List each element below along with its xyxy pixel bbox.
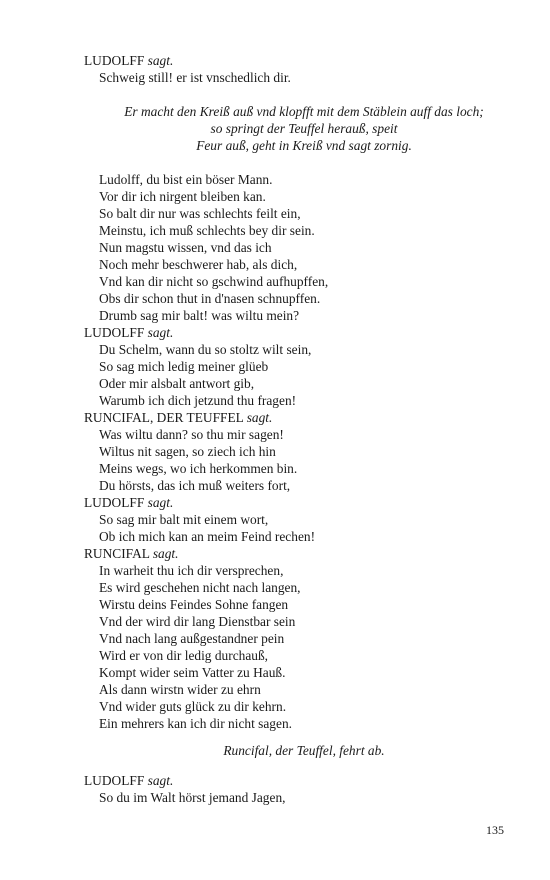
verse-line: Was wiltu dann? so thu mir sagen! [99,427,284,442]
verse-line: Warumb ich dich jetzund thu fragen! [99,393,297,408]
speaker-verb: sagt. [152,546,179,561]
verse-line: Obs dir schon thut in d'nasen schnupffen. [99,291,321,306]
verse-line: Wirstu deins Feindes Sohne fangen [99,597,289,612]
verse-line: So balt dir nur was schlechts feilt ein, [99,206,301,221]
speaker-name: LUDOLFF [84,495,145,510]
verse-line: In warheit thu ich dir versprechen, [99,563,284,578]
speaker-heading [84,409,272,426]
speaker-heading [84,772,173,789]
verse-line: So sag mich ledig meiner glüeb [99,359,269,374]
page-number: 135 [486,823,504,837]
stage-direction: so springt der Teuffel herauß, speit [210,121,398,136]
verse-line: Meins wegs, wo ich herkommen bin. [99,461,298,476]
verse-line: Drumb sag mir balt! was wiltu mein? [99,308,300,323]
verse-line: Ob ich mich kan an meim Feind rechen! [99,529,316,544]
verse-line: Vnd nach lang außgestandner pein [99,631,285,646]
verse-line: So du im Walt hörst jemand Jagen, [99,790,286,805]
verse-line: Vnd wider guts glück zu dir kehrn. [99,699,287,714]
verse-line: Als dann wirstn wider zu ehrn [99,682,261,697]
verse-line: Vnd der wird dir lang Dienstbar sein [99,614,296,629]
verse-line: Ludolff, du bist ein böser Mann. [99,172,273,187]
speaker-name: RUNCIFAL, DER TEUFFEL [84,410,244,425]
speaker-verb: sagt. [246,410,273,425]
verse-line: Kompt wider seim Vatter zu Hauß. [99,665,286,680]
verse-line: Ein mehrers kan ich dir nicht sagen. [99,716,292,731]
speaker-heading [84,545,179,562]
stage-direction: Feur auß, geht in Kreiß vnd sagt zornig. [196,138,412,153]
speaker-verb: sagt. [147,773,174,788]
stage-direction: Runcifal, der Teuffel, fehrt ab. [223,743,385,758]
verse-line: So sag mir balt mit einem wort, [99,512,269,527]
speaker-name: LUDOLFF [84,325,145,340]
stage-direction: Er macht den Kreiß auß vnd klopfft mit dem Stäblein auff das loch; [124,104,484,119]
verse-line: Vnd kan dir nicht so gschwind aufhupffen, [99,274,329,289]
verse-line: Nun magstu wissen, vnd das ich [99,240,272,255]
verse-line: Noch mehr beschwerer hab, als dich, [99,257,298,272]
speaker-verb: sagt. [147,53,174,68]
verse-line: Vor dir ich nirgent bleiben kan. [99,189,266,204]
verse-line: Du Schelm, wann du so stoltz wilt sein, [99,342,312,357]
speaker-name: LUDOLFF [84,773,145,788]
verse-line: Du hörsts, das ich muß weiters fort, [99,478,291,493]
speaker-heading [84,52,173,69]
speaker-heading [84,494,173,511]
verse-line: Es wird geschehen nicht nach langen, [99,580,301,595]
speaker-name: RUNCIFAL [84,546,150,561]
verse-line: Meinstu, ich muß schlechts bey dir sein. [99,223,315,238]
speaker-name: LUDOLFF [84,53,145,68]
speaker-verb: sagt. [147,495,174,510]
verse-line: Wird er von dir ledig durchauß, [99,648,269,663]
verse-line: Wiltus nit sagen, so ziech ich hin [99,444,276,459]
speaker-heading [84,324,173,341]
verse-line: Schweig still! er ist vnschedlich dir. [99,70,291,85]
speaker-verb: sagt. [147,325,174,340]
verse-line: Oder mir alsbalt antwort gib, [99,376,255,391]
